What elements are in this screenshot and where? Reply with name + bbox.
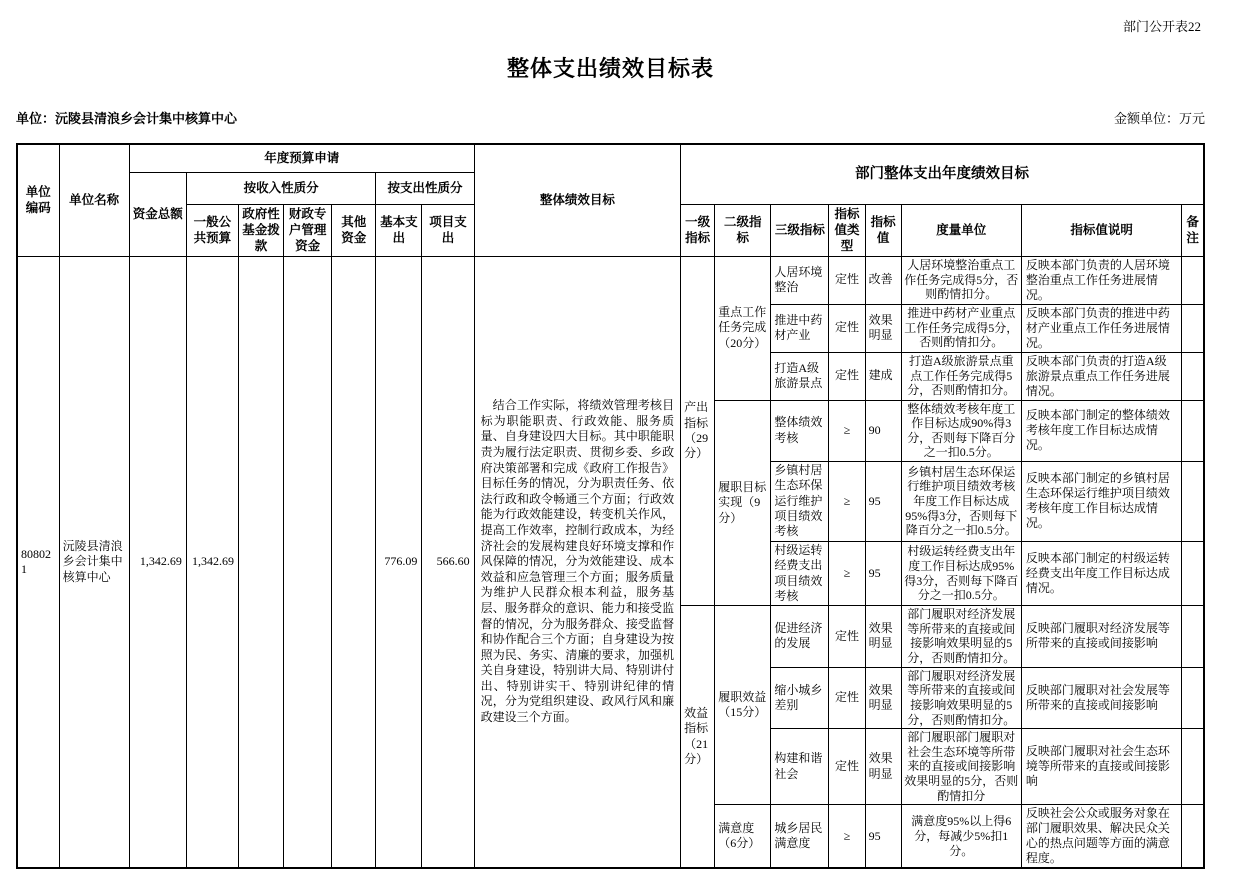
cell-value-desc: 反映部门履职对经济发展等所带来的直接或间接影响 <box>1021 606 1181 668</box>
cell-remark <box>1182 304 1204 352</box>
cell-unit-name: 沅陵县清浪乡会计集中核算中心 <box>59 256 129 868</box>
cell-value-type: ≥ <box>829 462 865 542</box>
cell-level3: 构建和谐社会 <box>771 729 829 805</box>
cell-level3: 城乡居民满意度 <box>771 805 829 869</box>
cell-value-desc: 反映本部门制定的整体绩效考核年度工作目标达成情况。 <box>1021 400 1181 462</box>
cell-level3: 促进经济的发展 <box>771 606 829 668</box>
col-header-fiscal-special-account: 财政专户管理资金 <box>284 204 332 256</box>
cell-remark <box>1182 606 1204 668</box>
cell-gov-fund-grant <box>239 256 284 868</box>
cell-remark <box>1182 352 1204 400</box>
cell-level3: 缩小城乡差别 <box>771 667 829 729</box>
cell-level3: 村级运转经费支出项目绩效考核 <box>771 541 829 605</box>
cell-value-desc: 反映本部门制定的乡镇村居生态环保运行维护项目绩效考核年度工作目标达成情况。 <box>1021 462 1181 542</box>
cell-value-desc: 反映本部门制定的村级运转经费支出年度工作目标达成情况。 <box>1021 541 1181 605</box>
cell-value: 95 <box>865 805 901 869</box>
cell-value-type: 定性 <box>829 667 865 729</box>
meta-row <box>16 108 1205 127</box>
cell-value-type: ≥ <box>829 541 865 605</box>
header-row-1 <box>17 144 1204 172</box>
cell-level2-satisfaction: 满意度（6分） <box>715 805 771 869</box>
cell-level2-duty-goal: 履职目标实现（9分） <box>715 400 771 606</box>
cell-level2-duty-benefit: 履职效益（15分） <box>715 606 771 805</box>
cell-unit-code: 808021 <box>17 256 59 868</box>
cell-value: 90 <box>865 400 901 462</box>
overall-target-text: 结合工作实际，将绩效管理考核目标为职能职责、行政效能、服务质量、自身建设四大目标。其中职能职责为履行法定职责、贯彻乡委、乡政府决策部署和完成《政府工作报告》目标任务的情况，分为职责任务、依法行政和政令畅通三个方面；行政效能为行政效能建设，转变机关作风，提高工作效率，控制行政成本，为经济社会的发展构建良好环境支撑和作风保障的情况，分为效能建设、成本效益和应急管理三个方面；服务质量为维护人民群众根本利益，服务基层、服务群众的意识、能力和接受监督的情况，分为服务群众、接受监督和协作配合三个方面；自身建设为按照为民、务实、清廉的要求，加强机关自身建设，特别讲大局、特别讲付出、特别讲实干、特别讲纪律的情况，分为党组织建设、政风行风和廉政建设三个方面。 <box>480 398 675 725</box>
col-header-unit-code: 单位编码 <box>17 144 59 256</box>
cell-value-desc: 反映本部门负责的打造A级旅游景点重点工作任务进展情况。 <box>1021 352 1181 400</box>
cell-measure-unit: 部门履职部门履职对社会生态环境等所带来的直接或间接影响效果明显的5分，否则酌情扣分 <box>901 729 1021 805</box>
cell-measure-unit: 乡镇村居生态环保运行维护项目绩效考核年度工作目标达成95%得3分，否则每下降百分之一扣0.5分。 <box>901 462 1021 542</box>
cell-level3: 打造A级旅游景点 <box>771 352 829 400</box>
cell-value: 95 <box>865 541 901 605</box>
cell-value-type: ≥ <box>829 400 865 462</box>
cell-total-funds: 1,342.69 <box>129 256 186 868</box>
col-header-by-expenditure-nature: 按支出性质分 <box>376 172 474 204</box>
col-header-other-funds: 其他资金 <box>332 204 376 256</box>
cell-value-type: 定性 <box>829 256 865 304</box>
cell-basic-expenditure: 776.09 <box>376 256 422 868</box>
col-header-general-public-budget: 一般公共预算 <box>186 204 238 256</box>
col-header-by-income-nature: 按收入性质分 <box>186 172 375 204</box>
cell-fiscal-special-account <box>284 256 332 868</box>
cell-value-desc: 反映部门履职对社会发展等所带来的直接或间接影响 <box>1021 667 1181 729</box>
col-header-gov-fund-grant: 政府性基金拨款 <box>239 204 284 256</box>
col-header-remark: 备注 <box>1182 204 1204 256</box>
cell-measure-unit: 打造A级旅游景点重点工作任务完成得5分，否则酌情扣分。 <box>901 352 1021 400</box>
cell-project-expenditure: 566.60 <box>422 256 474 868</box>
amount-unit-label: 金额单位：万元 <box>1113 111 1205 126</box>
cell-value-desc: 反映社会公众或服务对象在部门履职效果、解决民众关心的热点问题等方面的满意程度。 <box>1021 805 1181 869</box>
cell-level1-benefit-indicators: 效益指标（21分） <box>681 606 715 869</box>
table-row <box>17 256 1204 304</box>
cell-other-funds <box>332 256 376 868</box>
col-header-overall-performance-target: 整体绩效目标 <box>474 144 681 256</box>
col-header-annual-budget-request: 年度预算申请 <box>129 144 474 172</box>
cell-measure-unit: 推进中药材产业重点工作任务完成得5分，否则酌情扣分。 <box>901 304 1021 352</box>
cell-remark <box>1182 400 1204 462</box>
cell-measure-unit: 满意度95%以上得6分，每减少5%扣1分。 <box>901 805 1021 869</box>
cell-value: 建成 <box>865 352 901 400</box>
cell-value: 效果明显 <box>865 606 901 668</box>
col-header-project-expenditure: 项目支出 <box>422 204 474 256</box>
cell-value-type: 定性 <box>829 729 865 805</box>
cell-value: 效果明显 <box>865 304 901 352</box>
col-header-level1-indicator: 一级指标 <box>681 204 715 256</box>
cell-remark <box>1182 462 1204 542</box>
cell-measure-unit: 部门履职对经济发展等所带来的直接或间接影响效果明显的5分，否则酌情扣分。 <box>901 667 1021 729</box>
cell-value: 效果明显 <box>865 729 901 805</box>
cell-value: 改善 <box>865 256 901 304</box>
cell-remark <box>1182 805 1204 869</box>
cell-value-type: 定性 <box>829 352 865 400</box>
cell-remark <box>1182 541 1204 605</box>
cell-remark <box>1182 729 1204 805</box>
cell-measure-unit: 整体绩效考核年度工作目标达成90%得3分，否则每下降百分之一扣0.5分。 <box>901 400 1021 462</box>
cell-level2-key-tasks: 重点工作任务完成（20分） <box>715 256 771 400</box>
col-header-indicator-value-type: 指标值类型 <box>829 204 865 256</box>
cell-value-desc: 反映本部门负责的人居环境整治重点工作任务进展情况。 <box>1021 256 1181 304</box>
col-header-basic-expenditure: 基本支出 <box>376 204 422 256</box>
cell-value: 95 <box>865 462 901 542</box>
cell-level3: 整体绩效考核 <box>771 400 829 462</box>
cell-overall-performance-target <box>474 256 681 868</box>
col-header-measure-unit: 度量单位 <box>901 204 1021 256</box>
cell-level1-output-indicators: 产出指标（29分） <box>681 256 715 606</box>
col-header-indicator-value-desc: 指标值说明 <box>1021 204 1181 256</box>
cell-measure-unit: 人居环境整治重点工作任务完成得5分，否则酌情扣分。 <box>901 256 1021 304</box>
performance-target-table <box>16 143 1205 869</box>
cell-level3: 乡镇村居生态环保运行维护项目绩效考核 <box>771 462 829 542</box>
cell-measure-unit: 部门履职对经济发展等所带来的直接或间接影响效果明显的5分，否则酌情扣分。 <box>901 606 1021 668</box>
col-header-indicator-value: 指标值 <box>865 204 901 256</box>
col-header-level3-indicator: 三级指标 <box>771 204 829 256</box>
cell-value-desc: 反映部门履职对社会生态环境等所带来的直接或间接影响 <box>1021 729 1181 805</box>
cell-remark <box>1182 667 1204 729</box>
cell-measure-unit: 村级运转经费支出年度工作目标达成95%得3分，否则每下降百分之一扣0.5分。 <box>901 541 1021 605</box>
col-header-dept-annual-performance-target: 部门整体支出年度绩效目标 <box>681 144 1204 204</box>
page-title: 整体支出绩效目标表 <box>506 56 714 81</box>
cell-level3: 推进中药材产业 <box>771 304 829 352</box>
cell-level3: 人居环境整治 <box>771 256 829 304</box>
cell-value-type: 定性 <box>829 304 865 352</box>
col-header-total-funds: 资金总额 <box>129 172 186 256</box>
cell-remark <box>1182 256 1204 304</box>
cell-value-type: 定性 <box>829 606 865 668</box>
col-header-level2-indicator: 二级指标 <box>715 204 771 256</box>
reporting-unit-label: 单位：沅陵县清浪乡会计集中核算中心 <box>16 111 238 126</box>
cell-value-desc: 反映本部门负责的推进中药材产业重点工作任务进展情况。 <box>1021 304 1181 352</box>
cell-value-type: ≥ <box>829 805 865 869</box>
form-number-label: 部门公开表22 <box>1122 19 1201 34</box>
col-header-unit-name: 单位名称 <box>59 144 129 256</box>
cell-general-public-budget: 1,342.69 <box>186 256 238 868</box>
cell-value: 效果明显 <box>865 667 901 729</box>
